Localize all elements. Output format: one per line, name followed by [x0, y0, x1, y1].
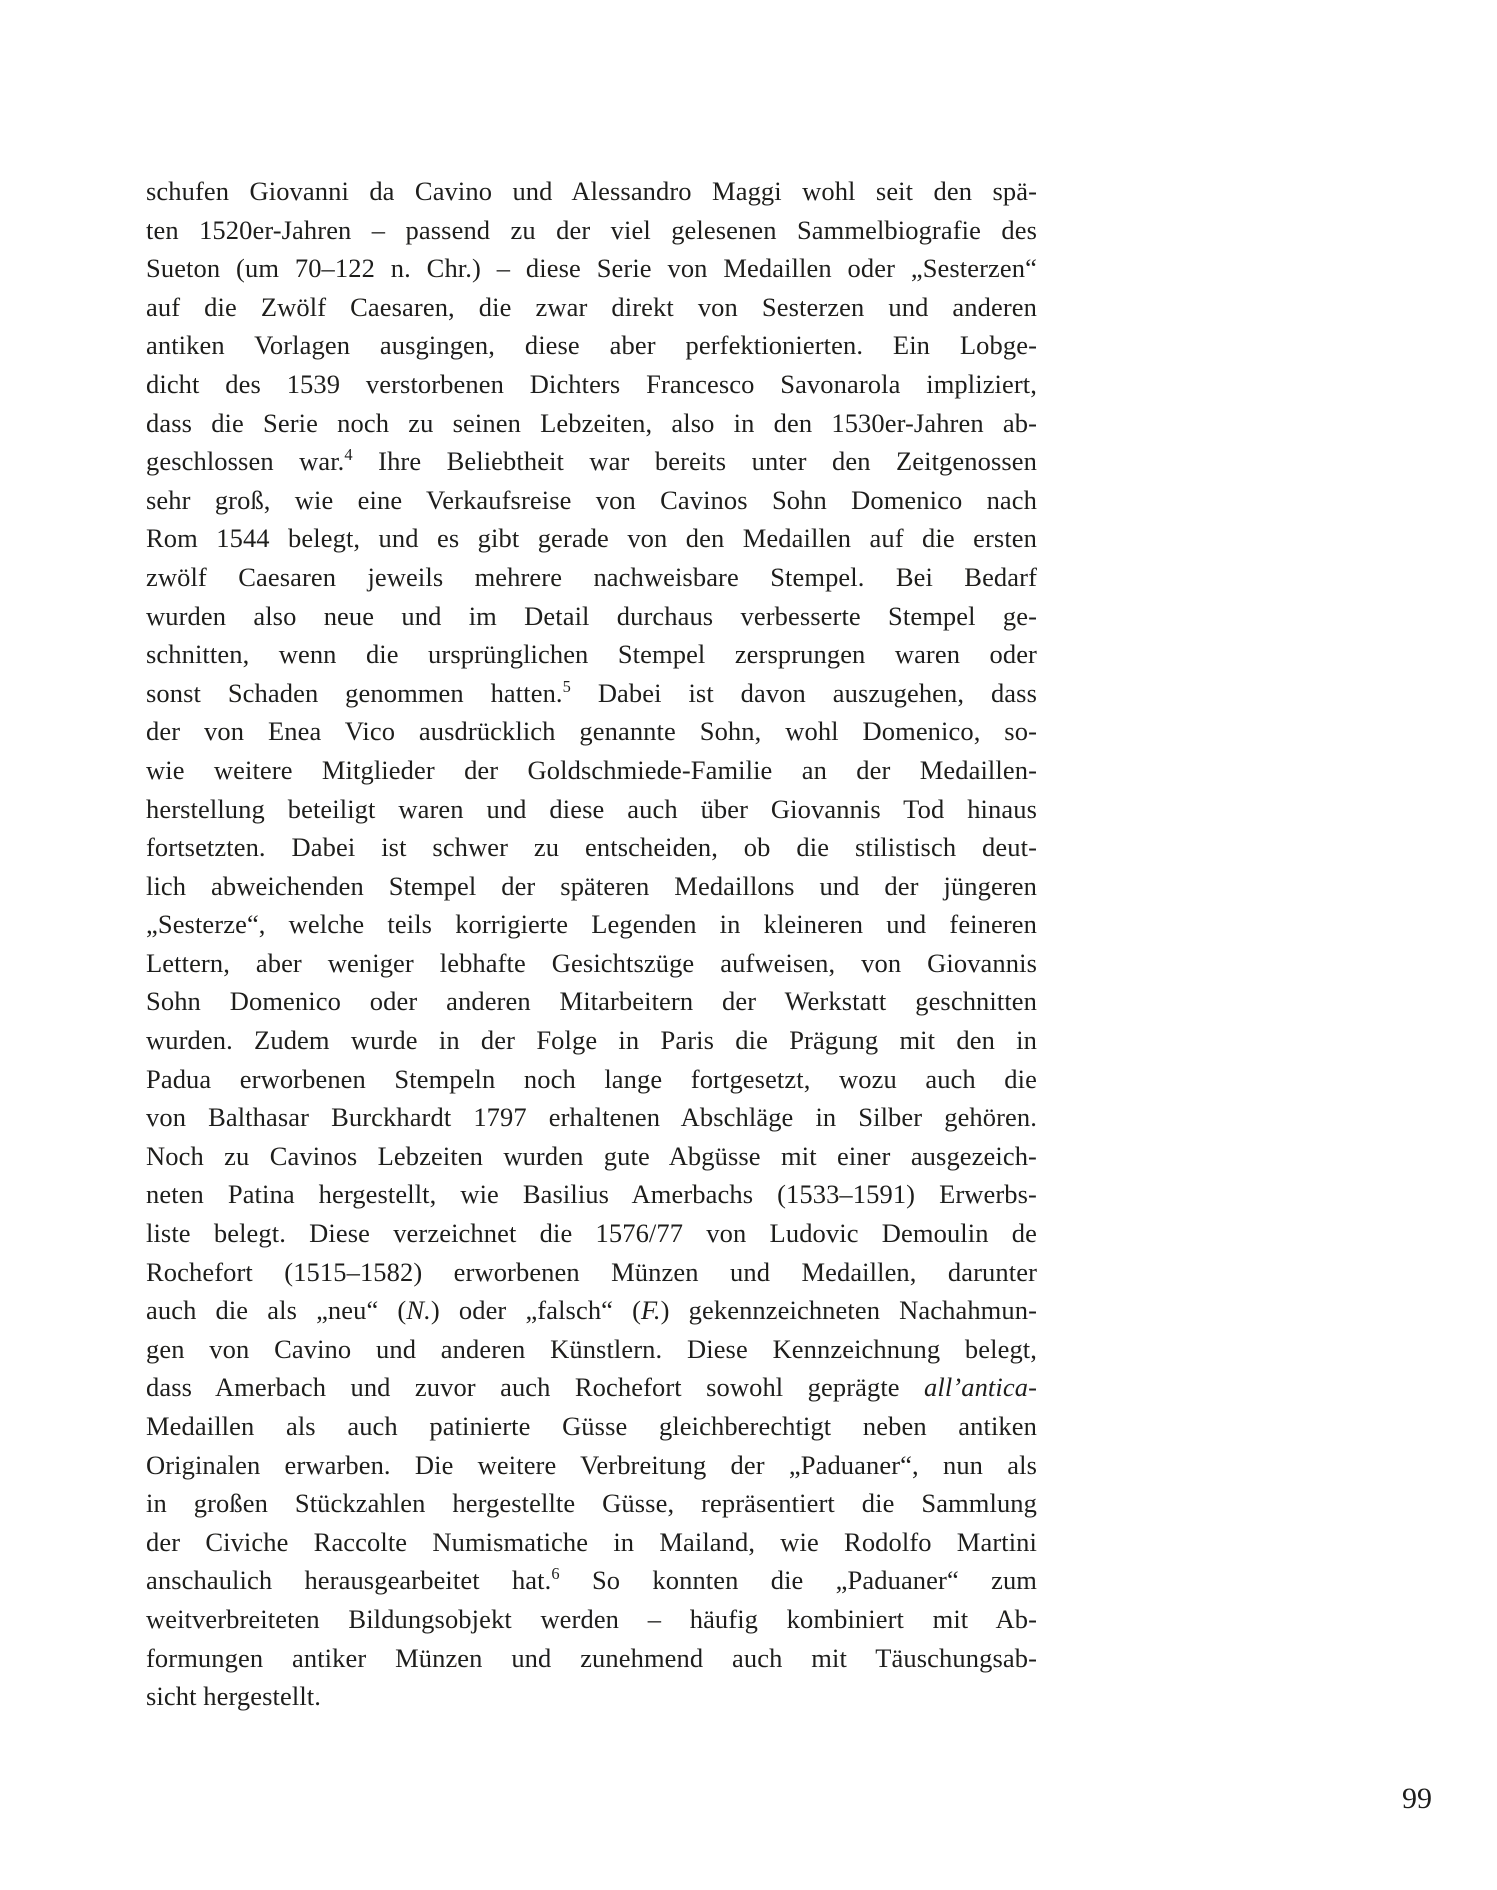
text-line: in großen Stückzahlen hergestellte Güsse, repräsentiert die Sammlung [146, 1488, 1037, 1519]
text-line: Originalen erwarben. Die weitere Verbreitung der „Paduaner“, nun als [146, 1449, 1037, 1480]
text-line: Rom 1544 belegt, und es gibt gerade von den Medaillen auf die ersten [146, 523, 1037, 554]
text-line: fortsetzten. Dabei ist schwer zu entscheiden, ob die stilistisch deut- [146, 832, 1037, 863]
text-line: sonst Schaden genommen hatten.$^5$ Dabei ist davon auszugehen, dass [146, 676, 1037, 708]
text-line: schnitten, wenn die ursprünglichen Stempel zersprungen waren oder [146, 639, 1037, 670]
text-line: neten Patina hergestellt, wie Basilius Amerbachs (1533–1591) Erwerbs- [146, 1179, 1037, 1210]
text-line: gen von Cavino und anderen Künstlern. Diese Kennzeichnung belegt, [146, 1333, 1037, 1364]
text-line: wurden also neue und im Detail durchaus verbesserte Stempel ge- [146, 600, 1037, 631]
text-line: sicht hergestellt. [146, 1681, 321, 1712]
text-line: wie weitere Mitglieder der Goldschmiede-Familie an der Medaillen- [146, 754, 1037, 785]
page-number: 99 [1402, 1782, 1432, 1815]
text-line: auf die Zwölf Caesaren, die zwar direkt von Sesterzen und anderen [146, 291, 1037, 322]
text-line: weitverbreiteten Bildungsobjekt werden – häufig kombiniert mit Ab- [146, 1603, 1037, 1634]
text-line: geschlossen war.$^4$ Ihre Beliebtheit war bereits unter den Zeitgenossen [146, 445, 1038, 477]
text-line: sehr groß, wie eine Verkaufsreise von Cavinos Sohn Domenico nach [146, 484, 1037, 515]
text-line: „Sesterze“, welche teils korrigierte Legenden in kleineren und feineren [146, 909, 1037, 940]
text-line: antiken Vorlagen ausgingen, diese aber perfektionierten. Ein Lobge- [146, 330, 1037, 361]
text-line: Rochefort (1515–1582) erworbenen Münzen und Medaillen, darunter [146, 1256, 1037, 1287]
text-line: formungen antiker Münzen und zunehmend auch mit Täuschungsab- [146, 1642, 1037, 1673]
text-line: der von Enea Vico ausdrücklich genannte Sohn, wohl Domenico, so- [146, 716, 1037, 747]
text-line: auch die als „neu“ (N.) oder „falsch“ (F.) gekennzeichneten Nachahmun- [146, 1295, 1038, 1326]
text-line: schufen Giovanni da Cavino und Alessandro Maggi wohl seit den spä- [146, 176, 1037, 206]
text-line: dicht des 1539 verstorbenen Dichters Francesco Savonarola impliziert, [146, 368, 1037, 399]
text-line: wurden. Zudem wurde in der Folge in Paris die Prägung mit den in [146, 1025, 1037, 1056]
footnote-marker: 6 [551, 1564, 560, 1584]
text-line: herstellung beteiligt waren und diese auch über Giovannis Tod hinaus [146, 793, 1037, 824]
text-line: lich abweichenden Stempel der späteren Medaillons und der jüngeren [146, 870, 1037, 901]
text-line: anschaulich herausgearbeitet hat.$^6$ So konnten die „Paduaner“ zum [146, 1564, 1038, 1596]
footnote-marker: 4 [344, 445, 353, 465]
text-line: ten 1520er-Jahren – passend zu der viel gelesenen Sammelbiografie des [146, 214, 1037, 245]
text-line: zwölf Caesaren jeweils mehrere nachweisbare Stempel. Bei Bedarf [146, 561, 1037, 592]
text-line: Padua erworbenen Stempeln noch lange fortgesetzt, wozu auch die [146, 1063, 1037, 1094]
text-line: der Civiche Raccolte Numismatiche in Mailand, wie Rodolfo Martini [146, 1526, 1037, 1557]
text-line: liste belegt. Diese verzeichnet die 1576/77 von Ludovic Demoulin de [146, 1218, 1037, 1249]
text-line: Sueton (um 70–122 n. Chr.) – diese Serie von Medaillen oder „Sesterzen“ [146, 253, 1037, 284]
text-line: Sohn Domenico oder anderen Mitarbeitern der Werkstatt geschnitten [146, 986, 1037, 1017]
text-line: Noch zu Cavinos Lebzeiten wurden gute Abgüsse mit einer ausgezeich- [146, 1140, 1037, 1171]
body-text [146, 172, 1037, 1716]
text-line: Lettern, aber weniger lebhafte Gesichtszüge aufweisen, von Giovannis [146, 947, 1037, 978]
text-line: Medaillen als auch patinierte Güsse gleichberechtigt neben antiken [146, 1411, 1037, 1441]
text-line: dass Amerbach und zuvor auch Rochefort sowohl geprägte all’antica- [146, 1372, 1037, 1403]
footnote-marker: 5 [562, 676, 571, 696]
text-line: von Balthasar Burckhardt 1797 erhaltenen Abschläge in Silber gehören. [146, 1102, 1037, 1133]
text-line: dass die Serie noch zu seinen Lebzeiten, also in den 1530er-Jahren ab- [146, 407, 1037, 438]
